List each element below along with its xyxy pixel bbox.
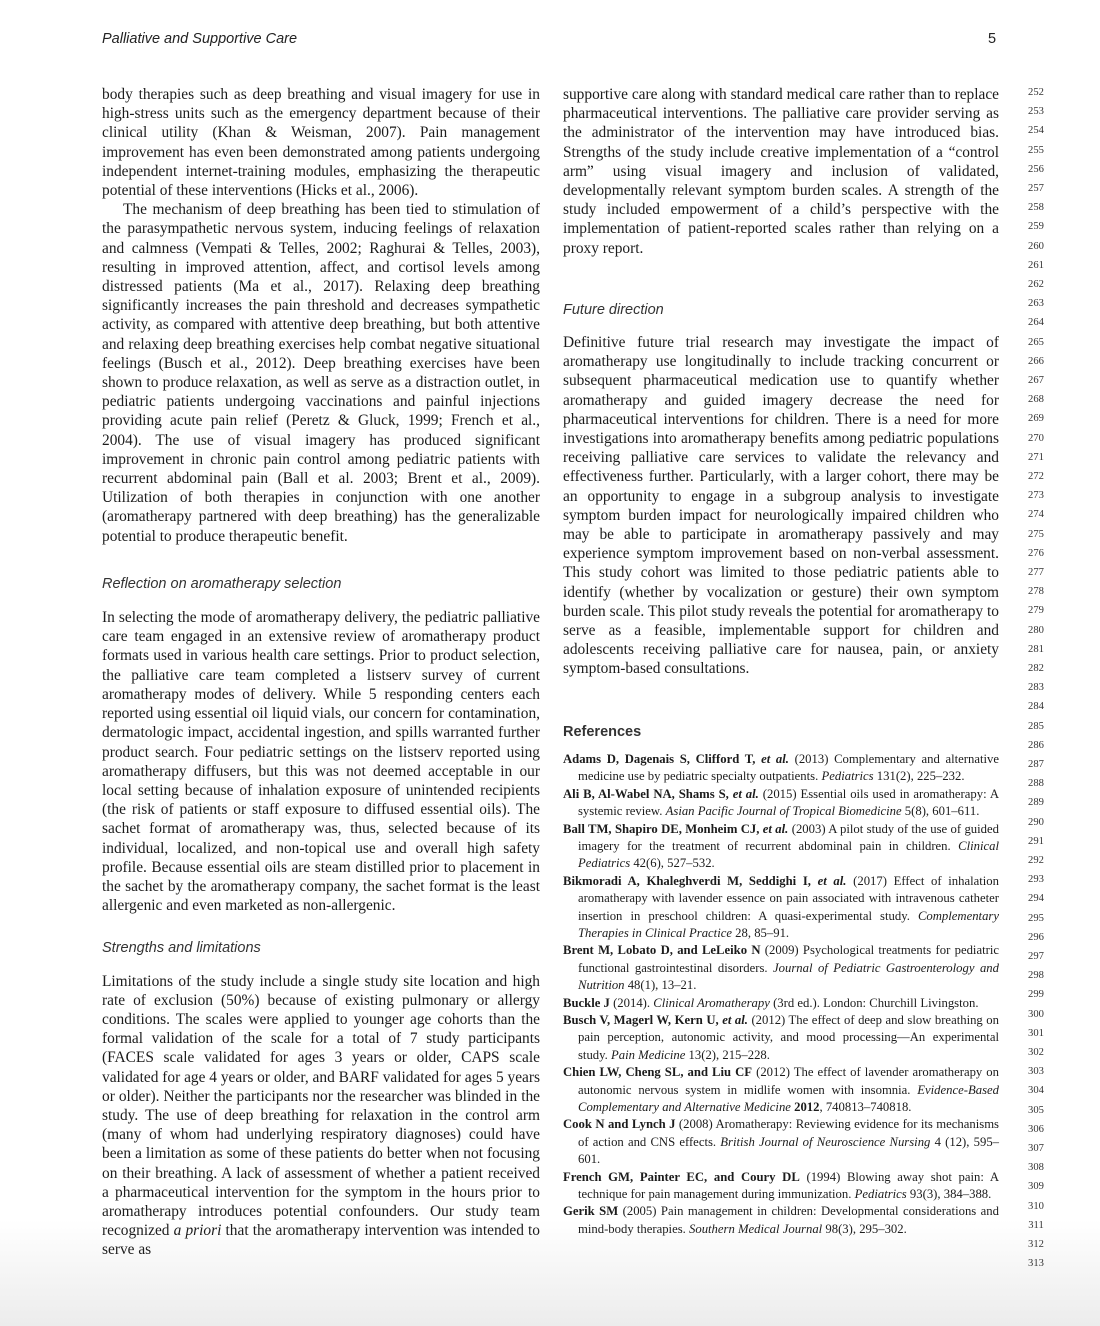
line-number: 284 <box>1028 701 1044 713</box>
line-number: 307 <box>1028 1143 1044 1154</box>
references-heading: References <box>563 723 642 740</box>
line-number: 304 <box>1028 1085 1044 1097</box>
line-number: 293 <box>1028 874 1044 886</box>
reference-item: Buckle J (2014). Clinical Aromatherapy (3rd ed.). London: Churchill Livingston. <box>563 995 979 1010</box>
line-number: 286 <box>1028 739 1044 751</box>
line-number: 260 <box>1028 240 1044 252</box>
line-number: 310 <box>1028 1200 1044 1212</box>
page-number: 5 <box>988 31 997 47</box>
line-number: 271 <box>1028 451 1044 463</box>
line-number: 277 <box>1028 567 1044 578</box>
line-number: 309 <box>1028 1181 1044 1193</box>
line-number: 303 <box>1028 1066 1044 1078</box>
section-heading-reflection: Reflection on aromatherapy selection <box>102 575 342 592</box>
reference-item: Adams D, Dagenais S, Clifford T, et al. (2013) Complementary and alternative medicine use by pediatric specialty outpatients. Pediatrics 131(2), 225–232. <box>563 751 999 784</box>
line-number: 285 <box>1028 720 1044 732</box>
body-paragraph: The mechanism of deep breathing has been tied to stimulation of the parasympathetic nervous system, inducing feelings of relaxation and calmness (Vempati & Telles, 2002; Raghurai & Telles, 2003), resulting in improved attention, affect, and cortisol levels among distressed patients (Ma et al., 2017). Relaxing deep breathing significantly increases the pain threshold and decreases sympathetic activity, as compared with attentive deep breathing, but both attentive and relaxing deep breathing exercises help combat negative situational feelings (Busch et al., 2012). Deep breathing exercises have been shown to produce relaxation, as well as serve as a distraction outlet, in pediatric patients undergoing vaccinations and painful injections providing acute pain relief (Peretz & Gluck, 1999; French et al., 2004). The use of visual imagery has produced significant improvement in chronic pain control among pediatric patients with recurrent abdominal pain (Ball et al. 2003; Brent et al., 2009). Utilization of both therapies in conjunction with one another (aromatherapy partnered with deep breathing) has the generalizable potential to produce therapeutic benefit. <box>102 201 540 545</box>
reference-item: Cook N and Lynch J (2008) Aromatherapy: Reviewing evidence for its mechanisms of action and CNS effects. British Journal of Neuroscience Nursing 4 (12), 595–601. <box>563 1117 1000 1167</box>
line-number: 299 <box>1028 989 1044 1001</box>
line-number: 305 <box>1028 1104 1044 1116</box>
line-number: 272 <box>1028 471 1044 482</box>
reference-item: Ball TM, Shapiro DE, Monheim CJ, et al. (2003) A pilot study of the use of guided imagery for the treatment of recurrent abdominal pain in children. Clinical Pediatrics 42(6), 527–532. <box>563 821 999 871</box>
left-column <box>102 85 540 1260</box>
reference-item: Gerik SM (2005) Pain management in children: Developmental considerations and mind-body therapies. Southern Medical Journal 98(3), 295–302. <box>563 1204 999 1236</box>
line-number: 289 <box>1028 797 1044 809</box>
line-number: 270 <box>1028 432 1044 444</box>
line-number: 253 <box>1028 106 1044 118</box>
reference-item: Brent M, Lobato D, and LeLeiko N (2009) Psychological treatments for pediatric functional gastrointestinal disorders. Journal of Pediatric Gastroenterology and Nutrition 48(1), 13–21. <box>563 943 999 993</box>
reference-item: Ali B, Al-Wabel NA, Shams S, et al. (2015) Essential oils used in aromatherapy: A systemic review. Asian Pacific Journal of Tropical Biomedicine 5(8), 601–611. <box>563 786 999 819</box>
body-paragraph <box>102 972 540 1260</box>
reference-item: French GM, Painter EC, and Coury DL (1994) Blowing away shot pain: A technique for pain management during immunization. Pediatrics 93(3), 384–388. <box>563 1169 999 1202</box>
line-number: 290 <box>1028 816 1044 828</box>
line-number: 258 <box>1028 202 1044 214</box>
line-number: 308 <box>1028 1162 1044 1174</box>
line-number: 287 <box>1028 759 1044 770</box>
line-number: 268 <box>1028 394 1044 406</box>
line-number: 262 <box>1028 279 1044 290</box>
text-run: that the aromatherapy intervention was intended to serve as <box>102 1222 540 1259</box>
line-number: 292 <box>1028 855 1044 866</box>
line-number: 301 <box>1028 1027 1044 1039</box>
line-number: 265 <box>1028 336 1044 348</box>
line-number: 274 <box>1028 509 1044 521</box>
line-number: 302 <box>1028 1047 1044 1058</box>
line-number: 263 <box>1028 298 1044 310</box>
line-number: 261 <box>1028 259 1044 271</box>
italic-text: a priori <box>173 1222 222 1240</box>
reference-item: Bikmoradi A, Khaleghverdi M, Seddighi I, et al. (2017) Effect of inhalation aromatherapy with lavender essence on pain associated with intravenous catheter insertion in preschool children: A quasi-experimental study. Complementary Therapies in Clinical Practice 28, 85–91. <box>563 873 999 940</box>
section-heading-future: Future direction <box>563 301 664 318</box>
reference-item: Chien LW, Cheng SL, and Liu CF (2012) The effect of lavender aromatherapy on autonomic nervous system in midlife women with insomnia. Evidence-Based Complementary and Alternative Medicine 2012, 740813–740818. <box>563 1065 999 1115</box>
line-number: 281 <box>1028 643 1044 655</box>
line-number: 276 <box>1028 547 1044 559</box>
line-number: 279 <box>1028 605 1044 617</box>
line-number: 255 <box>1028 144 1044 156</box>
line-number: 300 <box>1028 1008 1044 1020</box>
body-paragraph: In selecting the mode of aromatherapy delivery, the pediatric palliative care team engaged in an extensive review of aromatherapy product formats used in various health care settings. Prior to product selection, the palliative care team completed a listserv survey of current aromatherapy modes of delivery. While 5 responding centers each reported using essential oil liquid vials, our concern for contamination, dermatologic impact, accidental ingestion, and spills warranted further product search. Four pediatric settings on the listserv reported using aromatherapy diffusers, but this was not deemed acceptable in our local setting because of inhalation exposure of unintended recipients (the risk of patients or staff exposure to diffused essential oils). The sachet format of aromatherapy was, thus, selected because of its individual, localized, and non-topical use and overall high safety profile. Because essential oils are steam distilled prior to placement in the sachet by the aromatherapy company, the sachet format is the least allergenic and even marketed as non-allergenic. <box>102 609 540 915</box>
line-number: 298 <box>1028 970 1044 982</box>
line-number: 296 <box>1028 931 1044 943</box>
text-run: Limitations of the study include a single study site location and high rate of exclusion (50%) because of existing pulmonary or allergy conditions. The scales were applied to younger age cohorts than the formal validation of the scale for a total of 7 study participants (FACES scale validated for ages 3 years or older, CAPS scale validated for age 4 years or older, and BARF validated for ages 5 years or older). Neither the participants nor the researcher was blinded in the study. The use of deep breathing for relaxation in the control arm (many of whom had underlying respiratory diagnoses) could have been a limitation as some of these patients do better when not focusing on their breathing. A lack of assessment of whether a patient received a pharmaceutical intervention for the symptom in the hours prior to aromatherapy introduces potential confounders. Our study team recognized <box>102 972 540 1240</box>
line-number: 282 <box>1028 663 1044 674</box>
line-number: 257 <box>1028 183 1044 194</box>
line-number: 280 <box>1028 624 1044 636</box>
line-number: 306 <box>1028 1123 1044 1135</box>
line-number: 283 <box>1028 682 1044 694</box>
body-paragraph: body therapies such as deep breathing and visual imagery for use in high-stress units such as the emergency department because of their clinical utility (Khan & Weisman, 2007). Pain management improvement has even been demonstrated among patients undergoing independent internet-training modules, emphasizing the therapeutic potential of these interventions (Hicks et al., 2006). <box>102 86 540 200</box>
line-number: 288 <box>1028 778 1044 790</box>
reference-list <box>563 751 999 1238</box>
line-number: 264 <box>1028 317 1044 329</box>
line-number: 256 <box>1028 163 1044 175</box>
section-heading-strengths: Strengths and limitations <box>102 940 261 957</box>
line-number: 312 <box>1028 1239 1044 1250</box>
line-number: 267 <box>1028 375 1044 386</box>
body-paragraph: supportive care along with standard medical care rather than to replace pharmaceutical interventions. The palliative care provider serving as the administrator of the intervention may have introduced bias. Strengths of the study include creative implementation of a “control arm” using visual imagery and inclusion of validated, developmentally relevant symptom burden scales. A strength of the study included empowerment of a child’s perspective with the implementation of patient-reported scales rather than relying on a proxy report. <box>563 86 999 257</box>
line-number: 297 <box>1028 951 1044 962</box>
line-number: 311 <box>1028 1219 1044 1231</box>
line-number: 273 <box>1028 490 1044 502</box>
body-paragraph: Definitive future trial research may investigate the impact of aromatherapy use longitudinally to include tracking concurrent or subsequent pharmaceutical medication use to quantify whether aromatherapy and guided imagery decrease the need for pharmaceutical interventions for children. There is a need for more investigations into aromatherapy benefits among pediatric populations receiving palliative care services to validate the relevancy and effectiveness further. Particularly, with a larger cohort, there may be an opportunity to engage in a subgroup analysis to investigate symptom burden impact for neurologically impaired children who may be able to participate in aromatherapy passively and may experience symptom improvement based on non-verbal assessment. This study cohort was limited to those pediatric patients able to identify (whether by vocalization or gesture) their own symptom burden scale. This pilot study reveals the potential for aromatherapy to serve as a feasible, implementable support for children and adolescents receiving palliative care for nausea, pain, or anxiety symptom-based consultations. <box>563 334 999 678</box>
reference-item: Busch V, Magerl W, Kern U, et al. (2012) The effect of deep and slow breathing on pain perception, autonomic activity, and mood processing—An experimental study. Pain Medicine 13(2), 215–228. <box>563 1012 999 1062</box>
right-column <box>563 85 999 1238</box>
line-number: 266 <box>1028 355 1044 367</box>
line-number: 295 <box>1028 912 1044 924</box>
line-number: 252 <box>1028 87 1044 98</box>
line-number: 291 <box>1028 835 1044 847</box>
line-number: 313 <box>1028 1258 1044 1270</box>
line-number: 269 <box>1028 413 1044 425</box>
line-number: 294 <box>1028 893 1044 905</box>
running-head: Palliative and Supportive Care <box>102 31 298 47</box>
line-number: 275 <box>1028 528 1044 540</box>
line-number: 254 <box>1028 125 1044 137</box>
line-number: 259 <box>1028 221 1044 233</box>
line-number: 278 <box>1028 586 1044 598</box>
